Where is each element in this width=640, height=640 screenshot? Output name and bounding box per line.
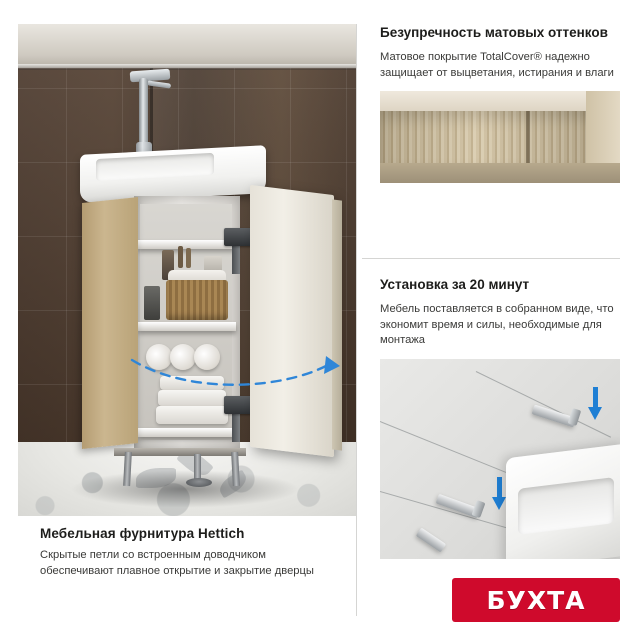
- install-direction-arrow-icon: [588, 407, 602, 420]
- bracket-cap: [568, 408, 582, 426]
- ceiling: [18, 24, 356, 68]
- right-bottom-feature-title: Установка за 20 минут: [380, 277, 530, 292]
- matte-finish-feature-card: [362, 24, 620, 183]
- panel-countertop: [380, 91, 620, 111]
- quick-install-feature-card: [362, 276, 620, 559]
- cabinet-door-left-beige: [82, 197, 138, 449]
- left-feature-text: Скрытые петли со встроенным доводчиком обеспечивают плавное открытие и закрытие дверцы: [40, 549, 314, 577]
- cabinet-shelf: [138, 428, 236, 437]
- beige-ribbed-matte-panel-photo: [380, 91, 620, 183]
- brush-handle: [186, 248, 191, 268]
- right-bottom-feature-text: Мебель поставляется в собранном виде, что экономит время и силы, необходимые для монтажа: [380, 303, 614, 347]
- wall-guide-line: [380, 421, 519, 478]
- cabinet-foot: [186, 478, 212, 487]
- bracket-cap: [472, 500, 486, 518]
- vertical-divider: [356, 24, 357, 616]
- bukhta-logo[interactable]: [452, 578, 620, 622]
- right-top-feature-title: Безупречность матовых оттенков: [380, 25, 608, 40]
- bukhta-logo-text: БУХТА: [486, 585, 586, 615]
- install-direction-arrow-icon: [492, 497, 506, 510]
- install-arrow-stem: [593, 387, 598, 407]
- left-feature-caption: [40, 526, 340, 579]
- folded-towel: [156, 406, 228, 424]
- cabinet-base-panel: [114, 448, 246, 456]
- panel-shading: [380, 111, 620, 163]
- cabinet-shelf: [138, 322, 236, 331]
- install-arrow-stem: [497, 477, 502, 497]
- cabinet-floor-shadow: [70, 470, 300, 508]
- cabinet-door-edge: [332, 199, 342, 450]
- right-feature-column: [362, 24, 620, 616]
- left-feature-title: Мебельная фурнитура Hettich: [40, 526, 245, 541]
- wall-guide-line: [476, 371, 611, 438]
- storage-jar: [144, 286, 160, 320]
- washbasin-bowl: [96, 153, 214, 181]
- faucet-stem: [139, 78, 148, 148]
- door-seam: [526, 111, 530, 163]
- left-feature-panel: [18, 24, 356, 616]
- ceiling-edge: [18, 64, 356, 70]
- brush-handle: [178, 246, 183, 268]
- wicker-basket: [166, 280, 228, 320]
- wall-bracket: [416, 527, 446, 552]
- right-top-feature-text: Матовое покрытие TotalCover® надежно защищает от выцветания, истирания и влаги: [380, 51, 614, 79]
- soft-close-motion-arrow-icon: [128, 350, 348, 394]
- wall-mount-bracket-installation-photo: [380, 359, 620, 559]
- panel-base-shadow: [380, 163, 620, 183]
- corner-washbasin: [80, 145, 266, 203]
- cabinet-door-open: [250, 185, 334, 457]
- corner-vanity-cabinet-open-door-photo: [18, 24, 356, 516]
